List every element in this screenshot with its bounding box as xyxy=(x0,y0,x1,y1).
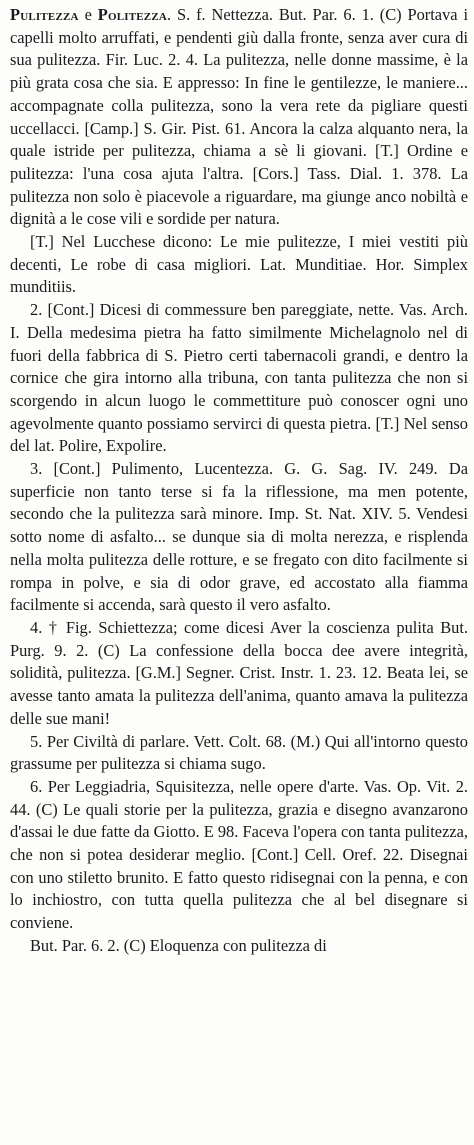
entry-sense-6-continued: But. Par. 6. 2. (C) Eloquenza con pulitezza di xyxy=(30,935,327,955)
entry-sense-5: 5. Per Civiltà di parlare. Vett. Colt. 68. (M.) Qui all'intorno questo grassume per pulitezza si chiama sugo. xyxy=(10,731,468,774)
entry-sense-3: 3. [Cont.] Pulimento, Lucentezza. G. G. Sag. IV. 249. Da superficie non tanto terse si fa la riflessione, ma men potente, secondo che la pulitezza sarà minore. Imp. St. Nat. XIV. 5. Vendesi sotto nome di asfalto... se dunque sia di molta nerezza, e risplenda nella molta pulitezza delle rotture, e se fregato con dito facilmente si rompa in polve, e sia di odor grave, ed accostato alla fiamma facilmente si accenda, sarà questo il vero asfalto. xyxy=(10,459,468,615)
entry-headword-variant: Politezza xyxy=(97,5,168,24)
entry-definition-main xyxy=(10,4,468,231)
entry-headword: Pulitezza xyxy=(10,5,79,24)
entry-sense-lucchese: [T.] Nel Lucchese dicono: Le mie pulitezze, I miei vestiti più decenti, Le robe di casa migliori. Lat. Munditiae. Hor. Simplex munditiis. xyxy=(10,232,468,297)
entry-definition-text: . S. f. Nettezza. But. Par. 6. 1. (C) Portava i capelli molto arruffati, e pendenti giù dalla fronte, senza aver cura di sua pulitezza. Fir. Luc. 2. 4. La pulitezza, nelle donne massime, è la più grata cosa che sia. E appresso: In fine le gentilezze, le maniere... accompagnate colla pulitezza, sono la vera rete da pigliare questi uccellacci. [Camp.] S. Gir. Pist. 61. Ancora la calza alquanto nera, la quale istride per pulitezza, chiama a sè li giovani. [T.] Ordine e pulitezza: l'una cosa ajuta l'altra. [Cors.] Tass. Dial. 1. 378. La pulitezza non solo è piacevole a riguardare, ma giunge anco nobiltà e dignità a le cose vili e sordide per natura. xyxy=(10,5,468,229)
entry-conjunction: e xyxy=(84,5,92,24)
dictionary-entry xyxy=(10,4,468,958)
entry-sense-6: 6. Per Leggiadria, Squisitezza, nelle opere d'arte. Vas. Op. Vit. 2. 44. (C) Le quali storie per la pulitezza, grazia e disegno avanzarono d'assai le due fatte da Giotto. E 98. Faceva l'opera con tanta pulitezza, che non si potea desiderar meglio. [Cont.] Cell. Oref. 22. Disegnai con uno stiletto brunito. E fatto questo ridisegnai con la penna, e con lo inchiostro, con tutta quella pulitezza che al bel disegnare si conviene. xyxy=(10,776,468,933)
entry-sense-4: 4. † Fig. Schiettezza; come dicesi Aver la coscienza pulita But. Purg. 9. 2. (C) La confessione della bocca dee avere integrità, solidità, pulitezza. [G.M.] Segner. Crist. Instr. 1. 23. 12. Beata lei, se avesse tanto amata la pulitezza dell'anima, quanto amava la pulitezza delle sue mani! xyxy=(10,617,468,728)
entry-sense-2: 2. [Cont.] Dicesi di commessure ben pareggiate, nette. Vas. Arch. I. Della medesima pietra ha fatto similmente Michelagnolo nel di fuori della fabbrica di S. Pietro certi tabernacoli grandi, e dentro la cornice che gira intorno alla tribuna, con tanta pulitezza che non si scorgendo in alcun luogo le commettiture può conoscer ogni uno agevolmente quanto possiamo servirci di questa pietra. [T.] Nel senso del lat. Polire, Expolire. xyxy=(10,300,468,456)
